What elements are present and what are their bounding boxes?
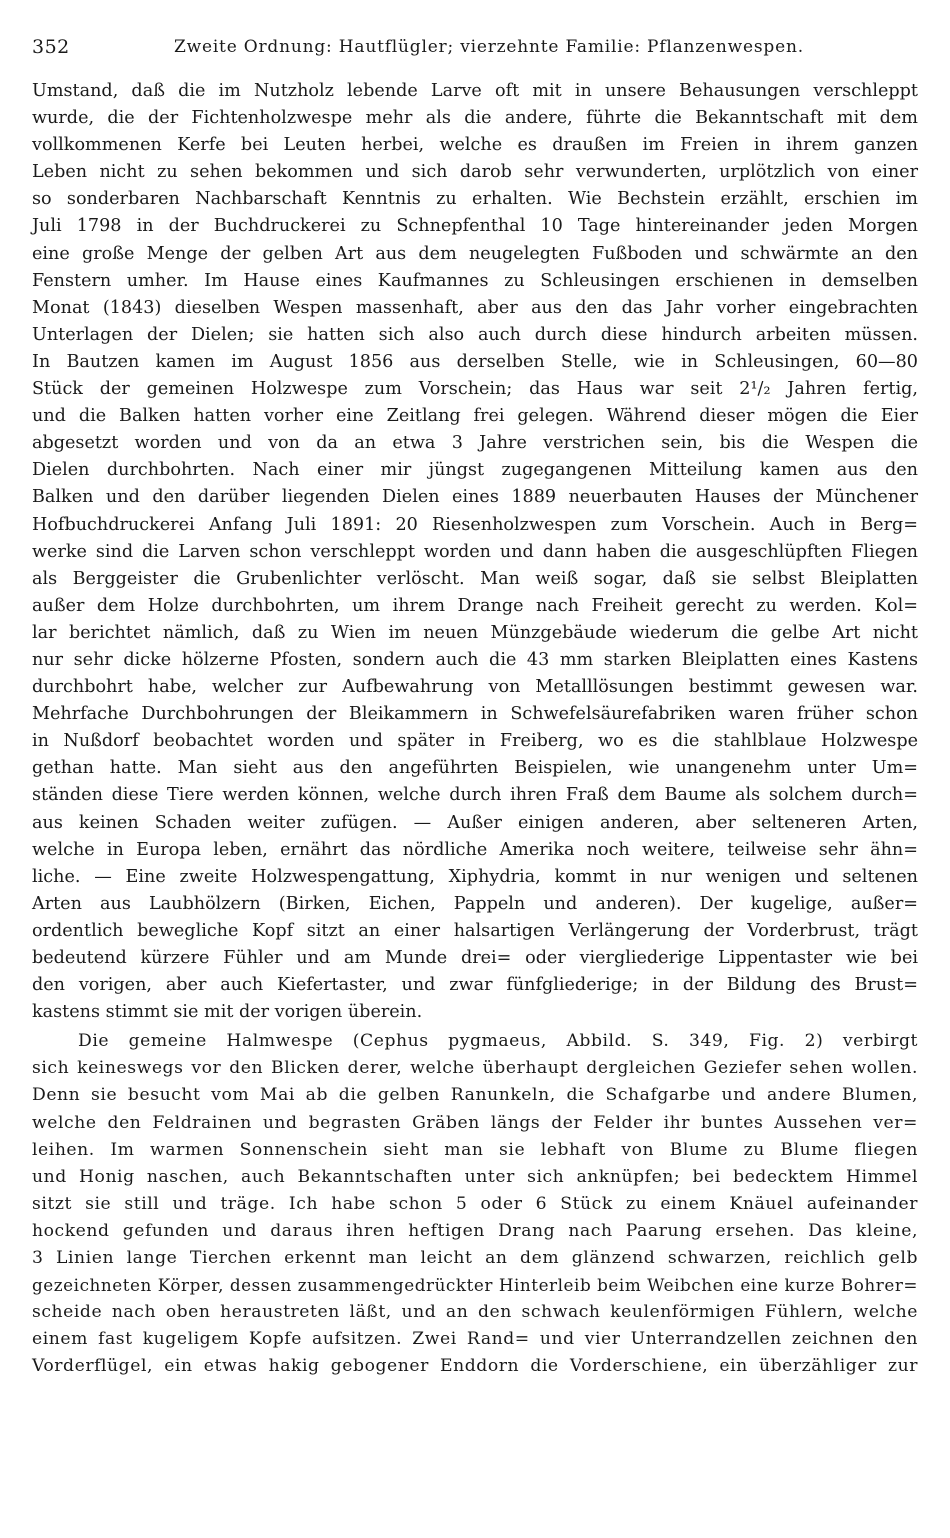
text-line: und Honig naschen, auch Bekanntschaften unter sich anknüpfen; bei bedecktem Himmel — [32, 1166, 918, 1187]
page-header — [32, 36, 918, 64]
text-line: nur sehr dicke hölzerne Pfosten, sondern auch die 43 mm starken Bleiplatten eines Kastens — [32, 649, 918, 670]
paragraph-wood-wasps — [32, 78, 918, 1026]
text-line: aus keinen Schaden weiter zufügen. — Außer einigen anderen, aber selteneren Arten, — [32, 812, 918, 833]
text-line: scheide nach oben heraustreten läßt, und an den schwach keulenförmigen Fühlern, welche — [32, 1302, 918, 1323]
text-line: werke sind die Larven schon verschleppt worden und dann haben die ausgeschlüpften Fliegen — [32, 541, 918, 562]
paragraph-stem-sawfly — [32, 1028, 918, 1380]
text-line: so sonderbaren Nachbarschaft Kenntnis zu erhalten. Wie Bechstein erzählt, erschien im — [32, 189, 918, 210]
text-line: sich keineswegs vor den Blicken derer, welche überhaupt dergleichen Geziefer sehen wollen. — [32, 1058, 918, 1079]
text-line: Balken und den darüber liegenden Dielen eines 1889 neuerbauten Hauses der Münchener — [32, 487, 918, 508]
text-line: Stück der gemeinen Holzwespe zum Vorschein; das Haus war seit 2¹/₂ Jahren fertig, — [32, 379, 918, 400]
text-line: sitzt sie still und träge. Ich habe schon 5 oder 6 Stück zu einem Knäuel aufeinander — [32, 1193, 918, 1214]
text-line: eine große Menge der gelben Art aus dem neugelegten Fußboden und schwärmte an den — [32, 243, 918, 264]
text-line: In Bautzen kamen im August 1856 aus derselben Stelle, wie in Schleusingen, 60—80 — [32, 351, 918, 372]
running-head: Zweite Ordnung: Hautflügler; vierzehnte Familie: Pflanzenwespen. — [174, 37, 804, 57]
text-line: Hofbuchdruckerei Anfang Juli 1891: 20 Riesenholzwespen zum Vorschein. Auch in Berg= — [32, 514, 918, 535]
text-line: welche in Europa leben, ernährt das nördliche Amerika noch weitere, teilweise sehr ähn= — [32, 839, 918, 860]
text-line: Leben nicht zu sehen bekommen und sich darob sehr verwunderten, urplötzlich von einer — [32, 162, 918, 183]
text-line: abgesetzt worden und von da an etwa 3 Jahre verstrichen sein, bis die Wespen die — [32, 433, 918, 454]
text-line: gezeichneten Körper, dessen zusammengedrückter Hinterleib beim Weibchen eine kurze Bohrer= — [32, 1275, 918, 1296]
text-line: hockend gefunden und daraus ihren heftigen Drang nach Paarung ersehen. Das kleine, — [32, 1220, 918, 1241]
text-line: gethan hatte. Man sieht aus den angeführten Beispielen, wie unangenehm unter Um= — [32, 758, 918, 779]
text-line: 3 Linien lange Tierchen erkennt man leicht an dem glänzend schwarzen, reichlich gelb — [32, 1248, 918, 1269]
text-line: außer dem Holze durchbohrten, um ihrem Drange nach Freiheit gerecht zu werden. Kol= — [32, 595, 918, 616]
page-number: 352 — [32, 36, 70, 58]
text-line: Die gemeine Halmwespe (Cephus pygmaeus, Abbild. S. 349, Fig. 2) verbirgt — [78, 1031, 918, 1052]
text-line: einem fast kugeligem Kopfe aufsitzen. Zwei Rand= und vier Unterrandzellen zeichnen den — [32, 1329, 918, 1350]
text-line: Arten aus Laubhölzern (Birken, Eichen, Pappeln und anderen). Der kugelige, außer= — [32, 893, 918, 914]
text-line: und die Balken hatten vorher eine Zeitlang frei gelegen. Während dieser mögen die Eier — [32, 406, 918, 427]
text-line: Juli 1798 in der Buchdruckerei zu Schnepfenthal 10 Tage hintereinander jeden Morgen — [32, 216, 918, 237]
text-line: liche. — Eine zweite Holzwespengattung, Xiphydria, kommt in nur wenigen und seltenen — [32, 866, 918, 887]
text-line: wurde, die der Fichtenholzwespe mehr als die andere, führte die Bekanntschaft mit dem — [32, 108, 918, 129]
text-line: den vorigen, aber auch Kiefertaster, und zwar fünfgliederige; in der Bildung des Brust= — [32, 975, 918, 996]
text-line: Denn sie besucht vom Mai ab die gelben Ranunkeln, die Schafgarbe und andere Blumen, — [32, 1085, 918, 1106]
text-line: vollkommenen Kerfe bei Leuten herbei, welche es draußen im Freien in ihrem ganzen — [32, 135, 918, 156]
text-line: Unterlagen der Dielen; sie hatten sich also auch durch diese hindurch arbeiten müssen. — [32, 324, 918, 345]
text-line: lar berichtet nämlich, daß zu Wien im neuen Münzgebäude wiederum die gelbe Art nicht — [32, 622, 918, 643]
text-line: Mehrfache Durchbohrungen der Bleikammern in Schwefelsäurefabriken waren früher schon — [32, 704, 918, 725]
text-line: Dielen durchbohrten. Nach einer mir jüngst zugegangenen Mitteilung kamen aus den — [32, 460, 918, 481]
text-line: welche den Feldrainen und begrasten Gräben längs der Felder ihr buntes Aussehen ver= — [32, 1112, 918, 1133]
text-line: ordentlich bewegliche Kopf sitzt an einer halsartigen Verlängerung der Vorderbrust, trägt — [32, 920, 918, 941]
text-line: leihen. Im warmen Sonnenschein sieht man sie lebhaft von Blume zu Blume fliegen — [32, 1139, 918, 1160]
text-line: Monat (1843) dieselben Wespen massenhaft, aber aus den das Jahr vorher eingebrachten — [32, 297, 918, 318]
text-line: Fenstern umher. Im Hause eines Kaufmannes zu Schleusingen erschienen in demselben — [32, 270, 918, 291]
text-line: Umstand, daß die im Nutzholz lebende Larve oft mit in unsere Behausungen verschleppt — [32, 81, 918, 101]
text-line: als Berggeister die Grubenlichter verlöscht. Man weiß sogar, daß sie selbst Bleiplatten — [32, 568, 918, 589]
text-line: in Nußdorf beobachtet worden und später in Freiberg, wo es die stahlblaue Holzwespe — [32, 731, 918, 752]
text-line: Vorderflügel, ein etwas hakig gebogener Enddorn die Vorderschiene, ein überzähliger zur — [32, 1356, 918, 1377]
text-line: durchbohrt habe, welcher zur Aufbewahrung von Metalllösungen bestimmt gewesen war. — [32, 677, 918, 698]
text-line: ständen diese Tiere werden können, welche durch ihren Fraß dem Baume als solchem durch= — [32, 785, 918, 806]
text-line: kastens stimmt sie mit der vorigen überein. — [32, 1002, 423, 1023]
text-line: bedeutend kürzere Fühler und am Munde drei= oder viergliederige Lippentaster wie bei — [32, 948, 918, 968]
